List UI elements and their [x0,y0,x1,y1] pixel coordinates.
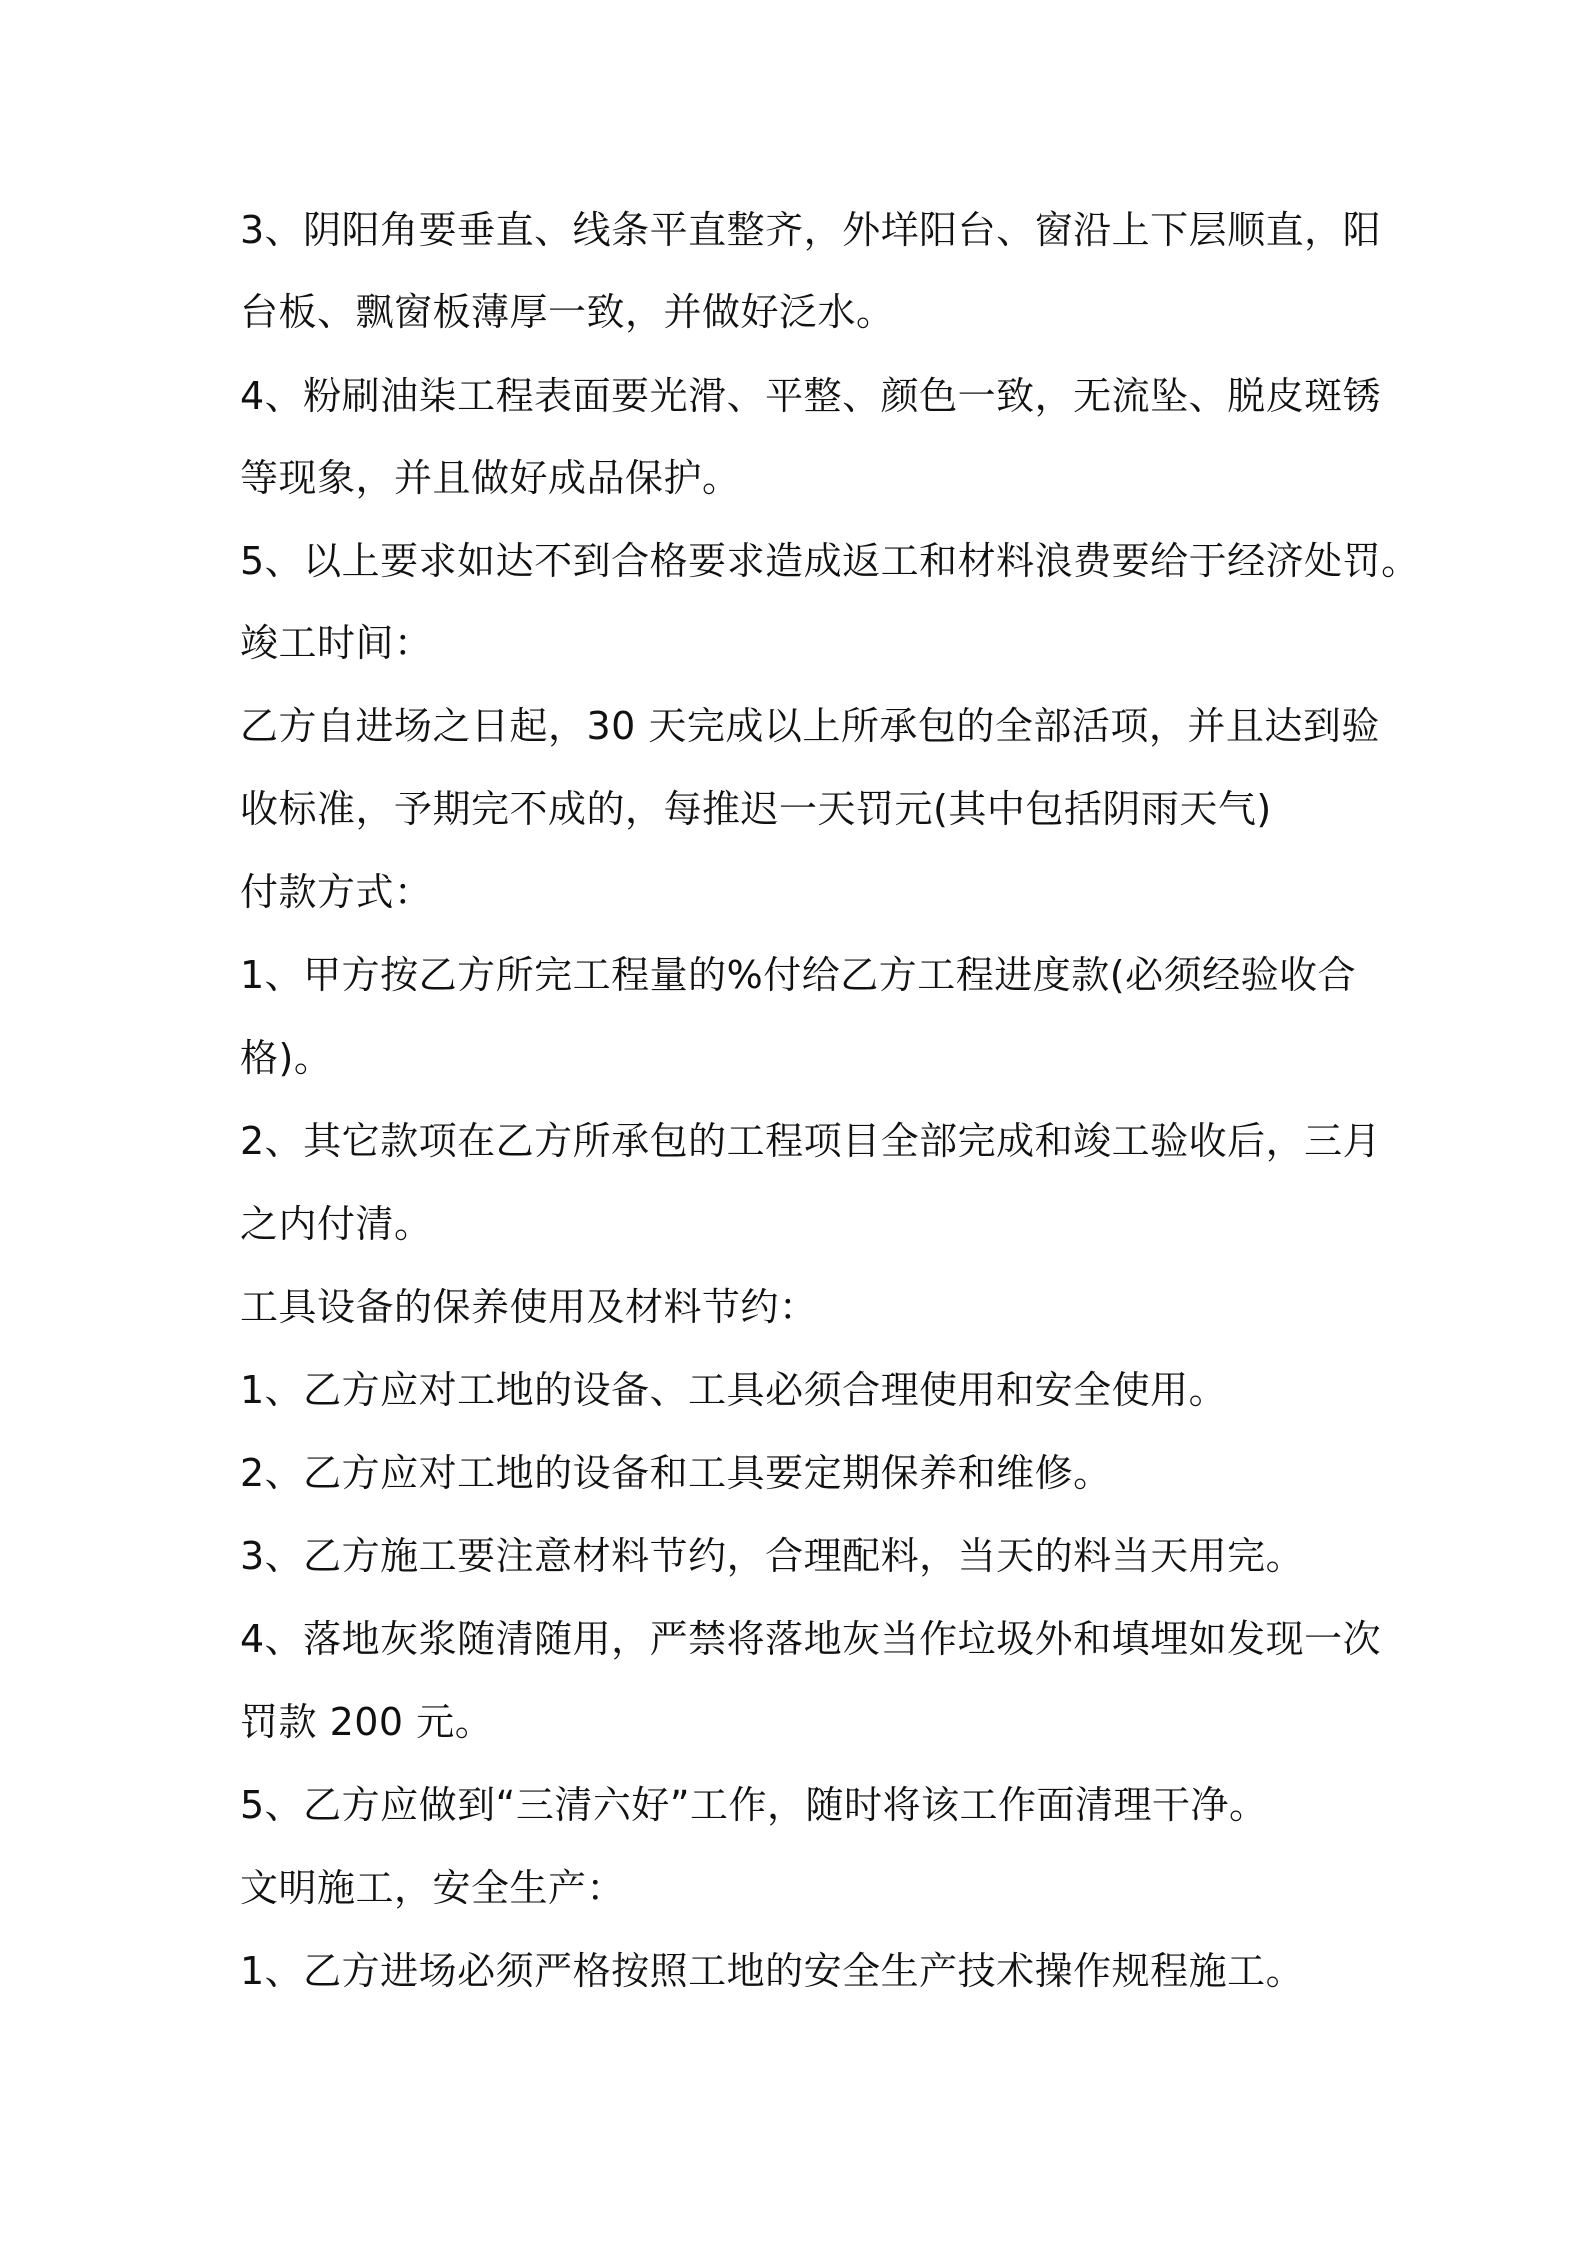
text-line: 2、乙方应对工地的设备和工具要定期保养和维修。 [240,1451,1112,1495]
section-heading: 工具设备的保养使用及材料节约： [240,1285,818,1329]
text-line: 4、落地灰浆随清随用，严禁将落地灰当作垃圾外和填埋如发现一次 [240,1617,1382,1661]
text-line: 1、乙方应对工地的设备、工具必须合理使用和安全使用。 [240,1368,1228,1412]
text-line: 5、以上要求如达不到合格要求造成返工和材料浪费要给于经济处罚。 [240,539,1420,583]
text-line: 之内付清。 [240,1202,433,1246]
text-line: 1、乙方进场必须严格按照工地的安全生产技术操作规程施工。 [240,1949,1305,1993]
section-heading: 文明施工，安全生产： [240,1866,626,1910]
text-line: 等现象，并且做好成品保护。 [240,456,741,500]
text-line: 5、乙方应做到“三清六好”工作，随时将该工作面清理干净。 [240,1783,1268,1827]
text-line: 3、阴阳角要垂直、线条平直整齐，外垟阳台、窗沿上下层顺直，阳 [240,208,1382,252]
text-line: 4、粉刷油柒工程表面要光滑、平整、颜色一致，无流坠、脱皮斑锈 [240,374,1382,418]
text-line: 格)。 [240,1036,333,1080]
text-line: 1、甲方按乙方所完工程量的%付给乙方工程进度款(必须经验收合 [240,953,1357,997]
text-line: 2、其它款项在乙方所承包的工程项目全部完成和竣工验收后，三月 [240,1119,1382,1163]
text-line: 3、乙方施工要注意材料节约，合理配料，当天的料当天用完。 [240,1534,1305,1578]
text-line: 乙方自进场之日起，30 天完成以上所承包的全部活项，并且达到验 [240,704,1380,748]
section-heading: 竣工时间： [240,621,433,665]
text-line: 罚款 200 元。 [240,1700,494,1744]
section-heading: 付款方式： [240,870,433,914]
text-line: 收标准，予期完不成的，每推迟一天罚元(其中包括阴雨天气) [240,787,1272,831]
text-line: 台板、飘窗板薄厚一致，并做好泛水。 [240,290,895,334]
